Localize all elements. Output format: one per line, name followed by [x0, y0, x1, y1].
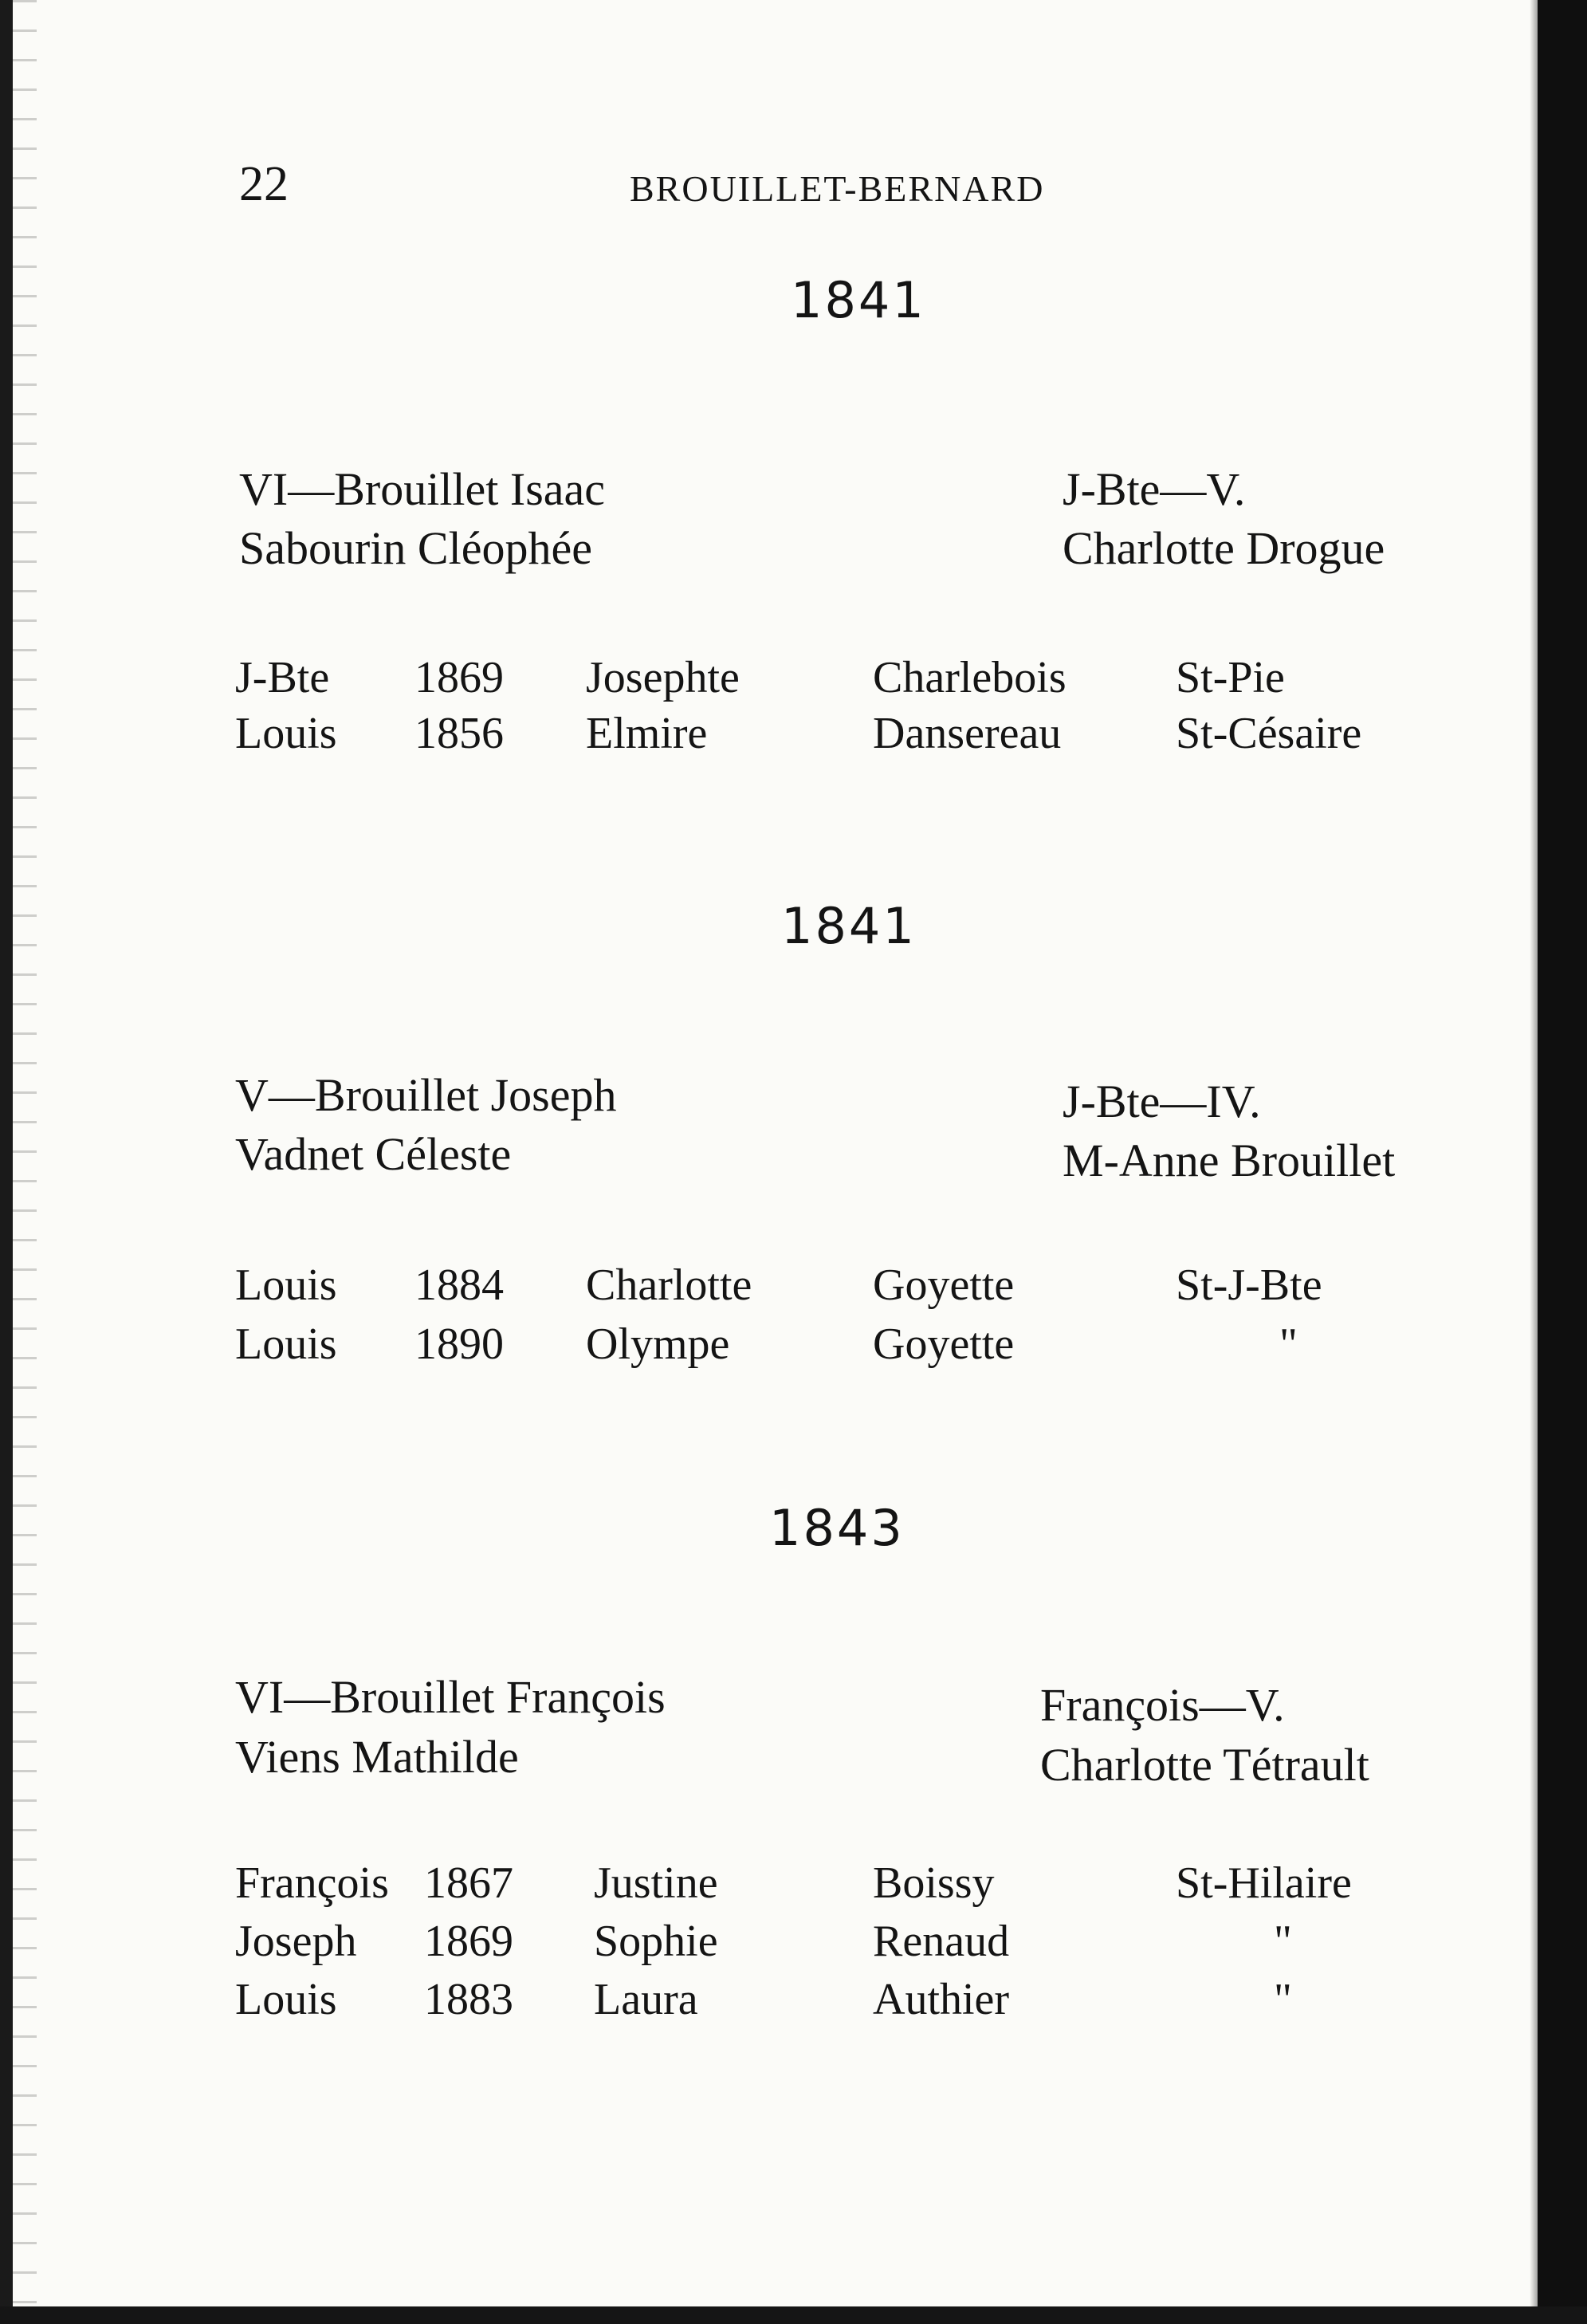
- spouse-family-name: Goyette: [873, 1319, 1015, 1369]
- section-year: 1843: [769, 1499, 905, 1557]
- page-number: 22: [239, 157, 289, 211]
- child-row: [0, 1974, 1587, 2030]
- spouse-first-name: Sophie: [594, 1917, 718, 1966]
- marriage-year: 1883: [424, 1975, 513, 2024]
- parish: ": [1279, 1319, 1298, 1369]
- child-name: J-Bte: [235, 653, 330, 702]
- parents-mother: Charlotte Drogue: [1063, 522, 1385, 574]
- husband-name: VI—Brouillet Isaac: [239, 463, 606, 515]
- child-row: [0, 652, 1587, 708]
- spouse-family-name: Renaud: [873, 1917, 1010, 1966]
- marriage-year: 1884: [414, 1260, 504, 1310]
- marriage-year: 1867: [424, 1858, 513, 1908]
- wife-name: Vadnet Céleste: [235, 1128, 512, 1180]
- marriage-year: 1869: [414, 653, 504, 702]
- parish: ": [1274, 1975, 1292, 2024]
- section-year: 1841: [791, 271, 926, 329]
- parents-father: J-Bte—IV.: [1063, 1075, 1261, 1127]
- husband-name: V—Brouillet Joseph: [235, 1069, 617, 1121]
- wife-name: Sabourin Cléophée: [239, 522, 592, 574]
- marriage-year: 1890: [414, 1319, 504, 1369]
- parish: St-Pie: [1176, 653, 1285, 702]
- parish: St-Hilaire: [1176, 1858, 1352, 1908]
- parents-mother: Charlotte Tétrault: [1040, 1739, 1369, 1791]
- wife-name: Viens Mathilde: [235, 1731, 519, 1783]
- spouse-first-name: Laura: [594, 1975, 698, 2024]
- section-year: 1841: [781, 897, 917, 955]
- parents-mother: M-Anne Brouillet: [1063, 1134, 1396, 1186]
- child-row: [0, 708, 1587, 764]
- child-row: [0, 1319, 1587, 1374]
- parish: St-Césaire: [1176, 709, 1362, 758]
- parents-father: François—V.: [1040, 1679, 1285, 1731]
- child-name: Louis: [235, 1260, 337, 1310]
- parish: St-J-Bte: [1176, 1260, 1322, 1310]
- scan-edge-bottom: [0, 2306, 1587, 2324]
- marriage-year: 1869: [424, 1917, 513, 1966]
- running-head: BROUILLET-BERNARD: [630, 168, 1045, 209]
- spouse-first-name: Olympe: [586, 1319, 730, 1369]
- spouse-family-name: Authier: [873, 1975, 1010, 2024]
- spouse-family-name: Dansereau: [873, 709, 1062, 758]
- marriage-year: 1856: [414, 709, 504, 758]
- child-row: [0, 1260, 1587, 1315]
- child-name: Louis: [235, 1975, 337, 2024]
- husband-name: VI—Brouillet François: [235, 1671, 666, 1723]
- child-name: François: [235, 1858, 389, 1908]
- child-row: [0, 1858, 1587, 1913]
- spouse-family-name: Boissy: [873, 1858, 995, 1908]
- child-name: Louis: [235, 709, 337, 758]
- child-name: Louis: [235, 1319, 337, 1369]
- parish: ": [1274, 1917, 1292, 1966]
- spouse-first-name: Elmire: [586, 709, 708, 758]
- spouse-first-name: Justine: [594, 1858, 718, 1908]
- spouse-first-name: Josephte: [586, 653, 740, 702]
- spouse-family-name: Goyette: [873, 1260, 1015, 1310]
- spouse-family-name: Charlebois: [873, 653, 1067, 702]
- child-row: [0, 1916, 1587, 1972]
- parents-father: J-Bte—V.: [1063, 463, 1246, 515]
- child-name: Joseph: [235, 1917, 357, 1966]
- spouse-first-name: Charlotte: [586, 1260, 752, 1310]
